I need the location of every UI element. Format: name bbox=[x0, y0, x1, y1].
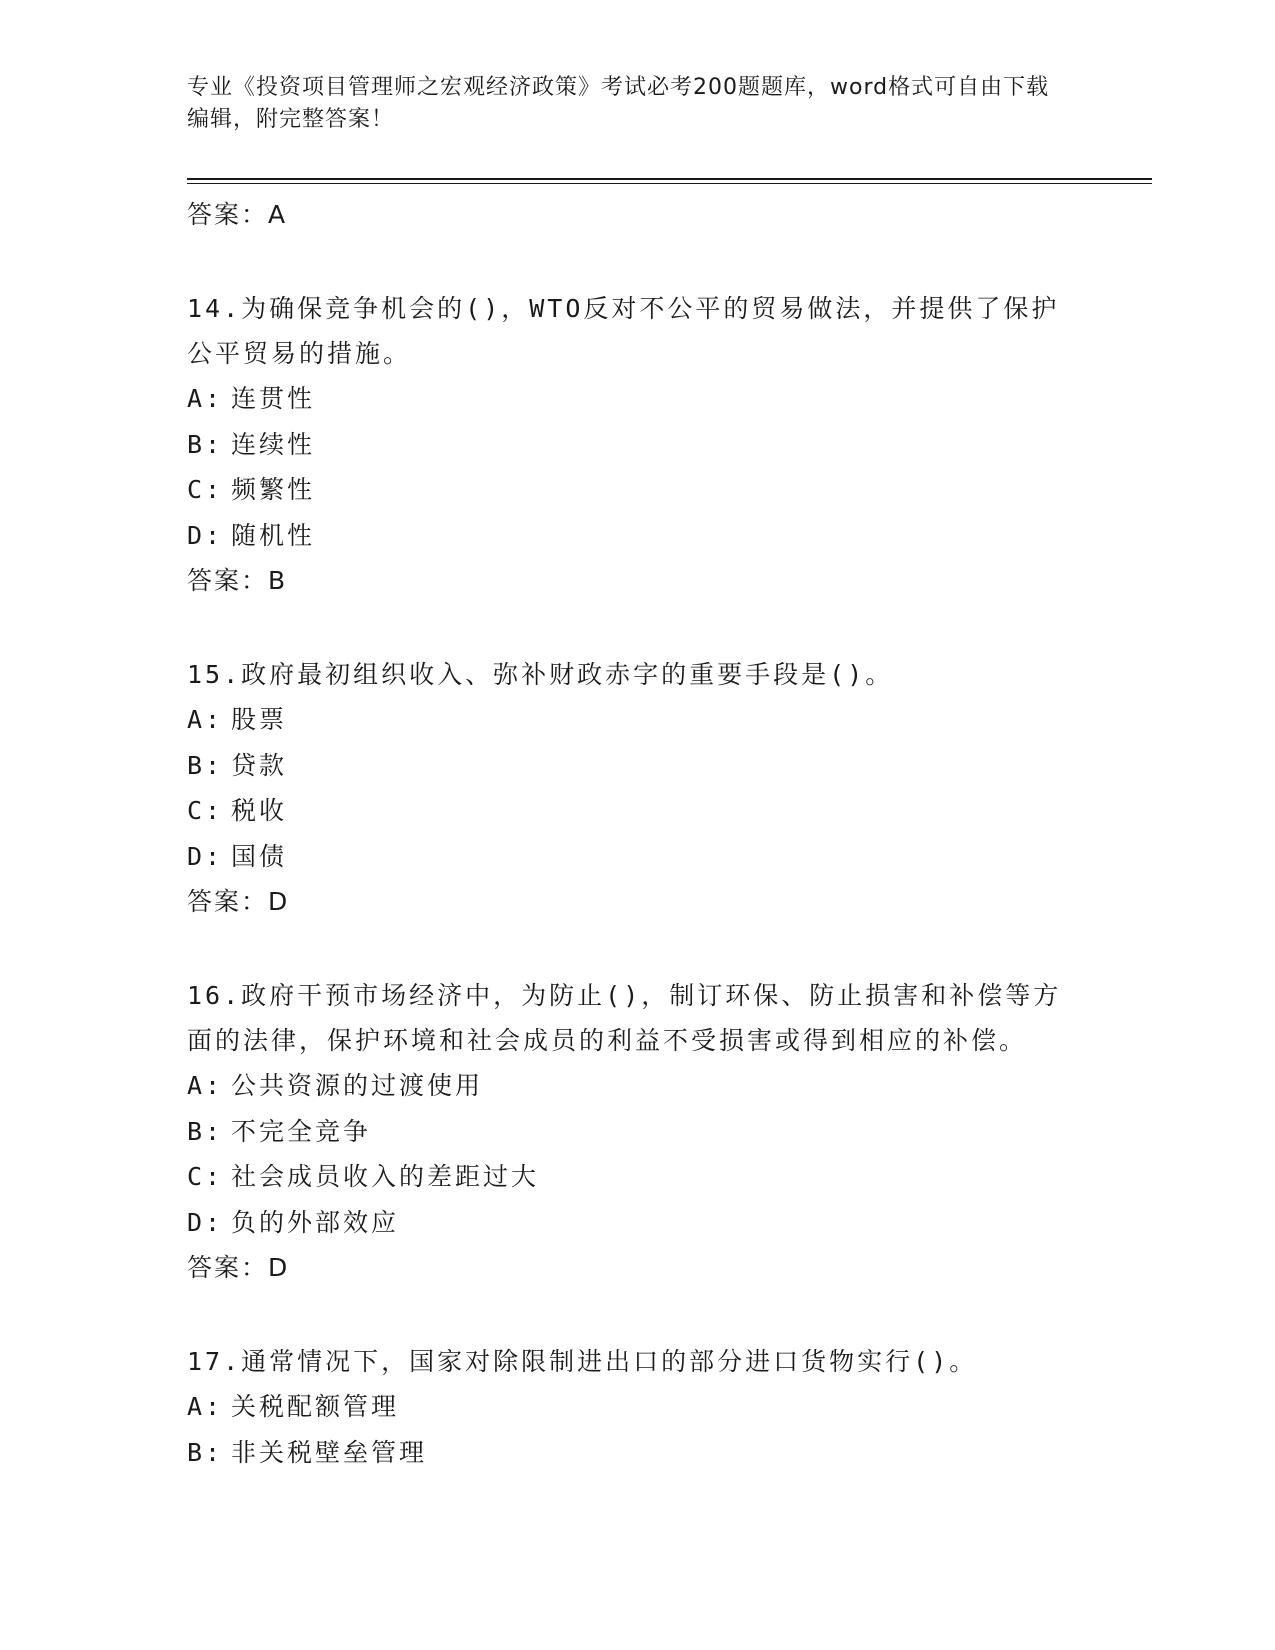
option-b bbox=[187, 422, 1087, 468]
option-a bbox=[187, 697, 1087, 743]
option-letter: A: bbox=[187, 1392, 224, 1421]
question-16 bbox=[187, 973, 1087, 1290]
answer-line: 答案：A bbox=[187, 200, 288, 229]
option-c bbox=[187, 1154, 1087, 1200]
question-stem: 17.通常情况下，国家对除限制进出口的部分进口货物实行()。 bbox=[187, 1347, 978, 1376]
question-stem: 14.为确保竞争机会的()，WTO反对不公平的贸易做法，并提供了保护公平贸易的措施。 bbox=[187, 294, 1060, 368]
option-text: 连贯性 bbox=[231, 384, 316, 413]
option-text: 税收 bbox=[231, 796, 288, 825]
option-text: 连续性 bbox=[231, 429, 316, 459]
option-letter: A: bbox=[187, 705, 224, 734]
option-c bbox=[187, 467, 1087, 513]
option-letter: D: bbox=[187, 841, 224, 871]
question-list bbox=[187, 192, 1087, 1475]
option-text: 贷款 bbox=[231, 750, 288, 780]
option-b bbox=[187, 1109, 1087, 1155]
option-text: 非关税壁垒管理 bbox=[231, 1437, 428, 1467]
option-letter: C: bbox=[187, 475, 224, 504]
question-stem: 15.政府最初组织收入、弥补财政赤字的重要手段是()。 bbox=[187, 660, 894, 689]
option-a bbox=[187, 1384, 1087, 1430]
option-letter: B: bbox=[187, 750, 224, 780]
header-divider-thin bbox=[187, 183, 1152, 184]
option-b bbox=[187, 743, 1087, 789]
option-letter: B: bbox=[187, 1116, 224, 1146]
question-stem: 16.政府干预市场经济中，为防止()，制订环保、防止损害和补偿等方面的法律，保护环境和社会成员的利益不受损害或得到相应的补偿。 bbox=[187, 981, 1062, 1055]
question-15 bbox=[187, 652, 1087, 924]
option-text: 不完全竞争 bbox=[231, 1116, 372, 1146]
document-intro: 专业《投资项目管理师之宏观经济政策》考试必考200题题库，word格式可自由下载编辑，附完整答案！ bbox=[187, 75, 1050, 132]
option-a bbox=[187, 376, 1087, 422]
option-d bbox=[187, 1200, 1087, 1246]
option-text: 社会成员收入的差距过大 bbox=[231, 1162, 540, 1191]
option-letter: B: bbox=[187, 429, 224, 459]
option-letter: D: bbox=[187, 1207, 224, 1237]
answer-line: 答案：D bbox=[187, 887, 290, 916]
header-divider-thick bbox=[187, 178, 1152, 180]
option-text: 关税配额管理 bbox=[231, 1392, 400, 1421]
option-letter: C: bbox=[187, 796, 224, 825]
option-d bbox=[187, 834, 1087, 880]
option-letter: A: bbox=[187, 384, 224, 413]
option-text: 负的外部效应 bbox=[231, 1207, 400, 1237]
option-text: 公共资源的过渡使用 bbox=[231, 1071, 484, 1100]
option-text: 随机性 bbox=[231, 520, 316, 550]
answer-line: 答案：D bbox=[187, 1253, 290, 1282]
option-c bbox=[187, 788, 1087, 834]
question-14 bbox=[187, 286, 1087, 603]
option-b bbox=[187, 1430, 1087, 1476]
answer-line: 答案：B bbox=[187, 566, 288, 595]
option-letter: C: bbox=[187, 1162, 224, 1191]
option-text: 频繁性 bbox=[231, 475, 316, 504]
option-text: 国债 bbox=[231, 841, 288, 871]
option-letter: D: bbox=[187, 520, 224, 550]
option-d bbox=[187, 513, 1087, 559]
option-letter: B: bbox=[187, 1437, 224, 1467]
option-text: 股票 bbox=[231, 705, 288, 734]
option-a bbox=[187, 1063, 1087, 1109]
question-17 bbox=[187, 1339, 1087, 1475]
option-letter: A: bbox=[187, 1071, 224, 1100]
